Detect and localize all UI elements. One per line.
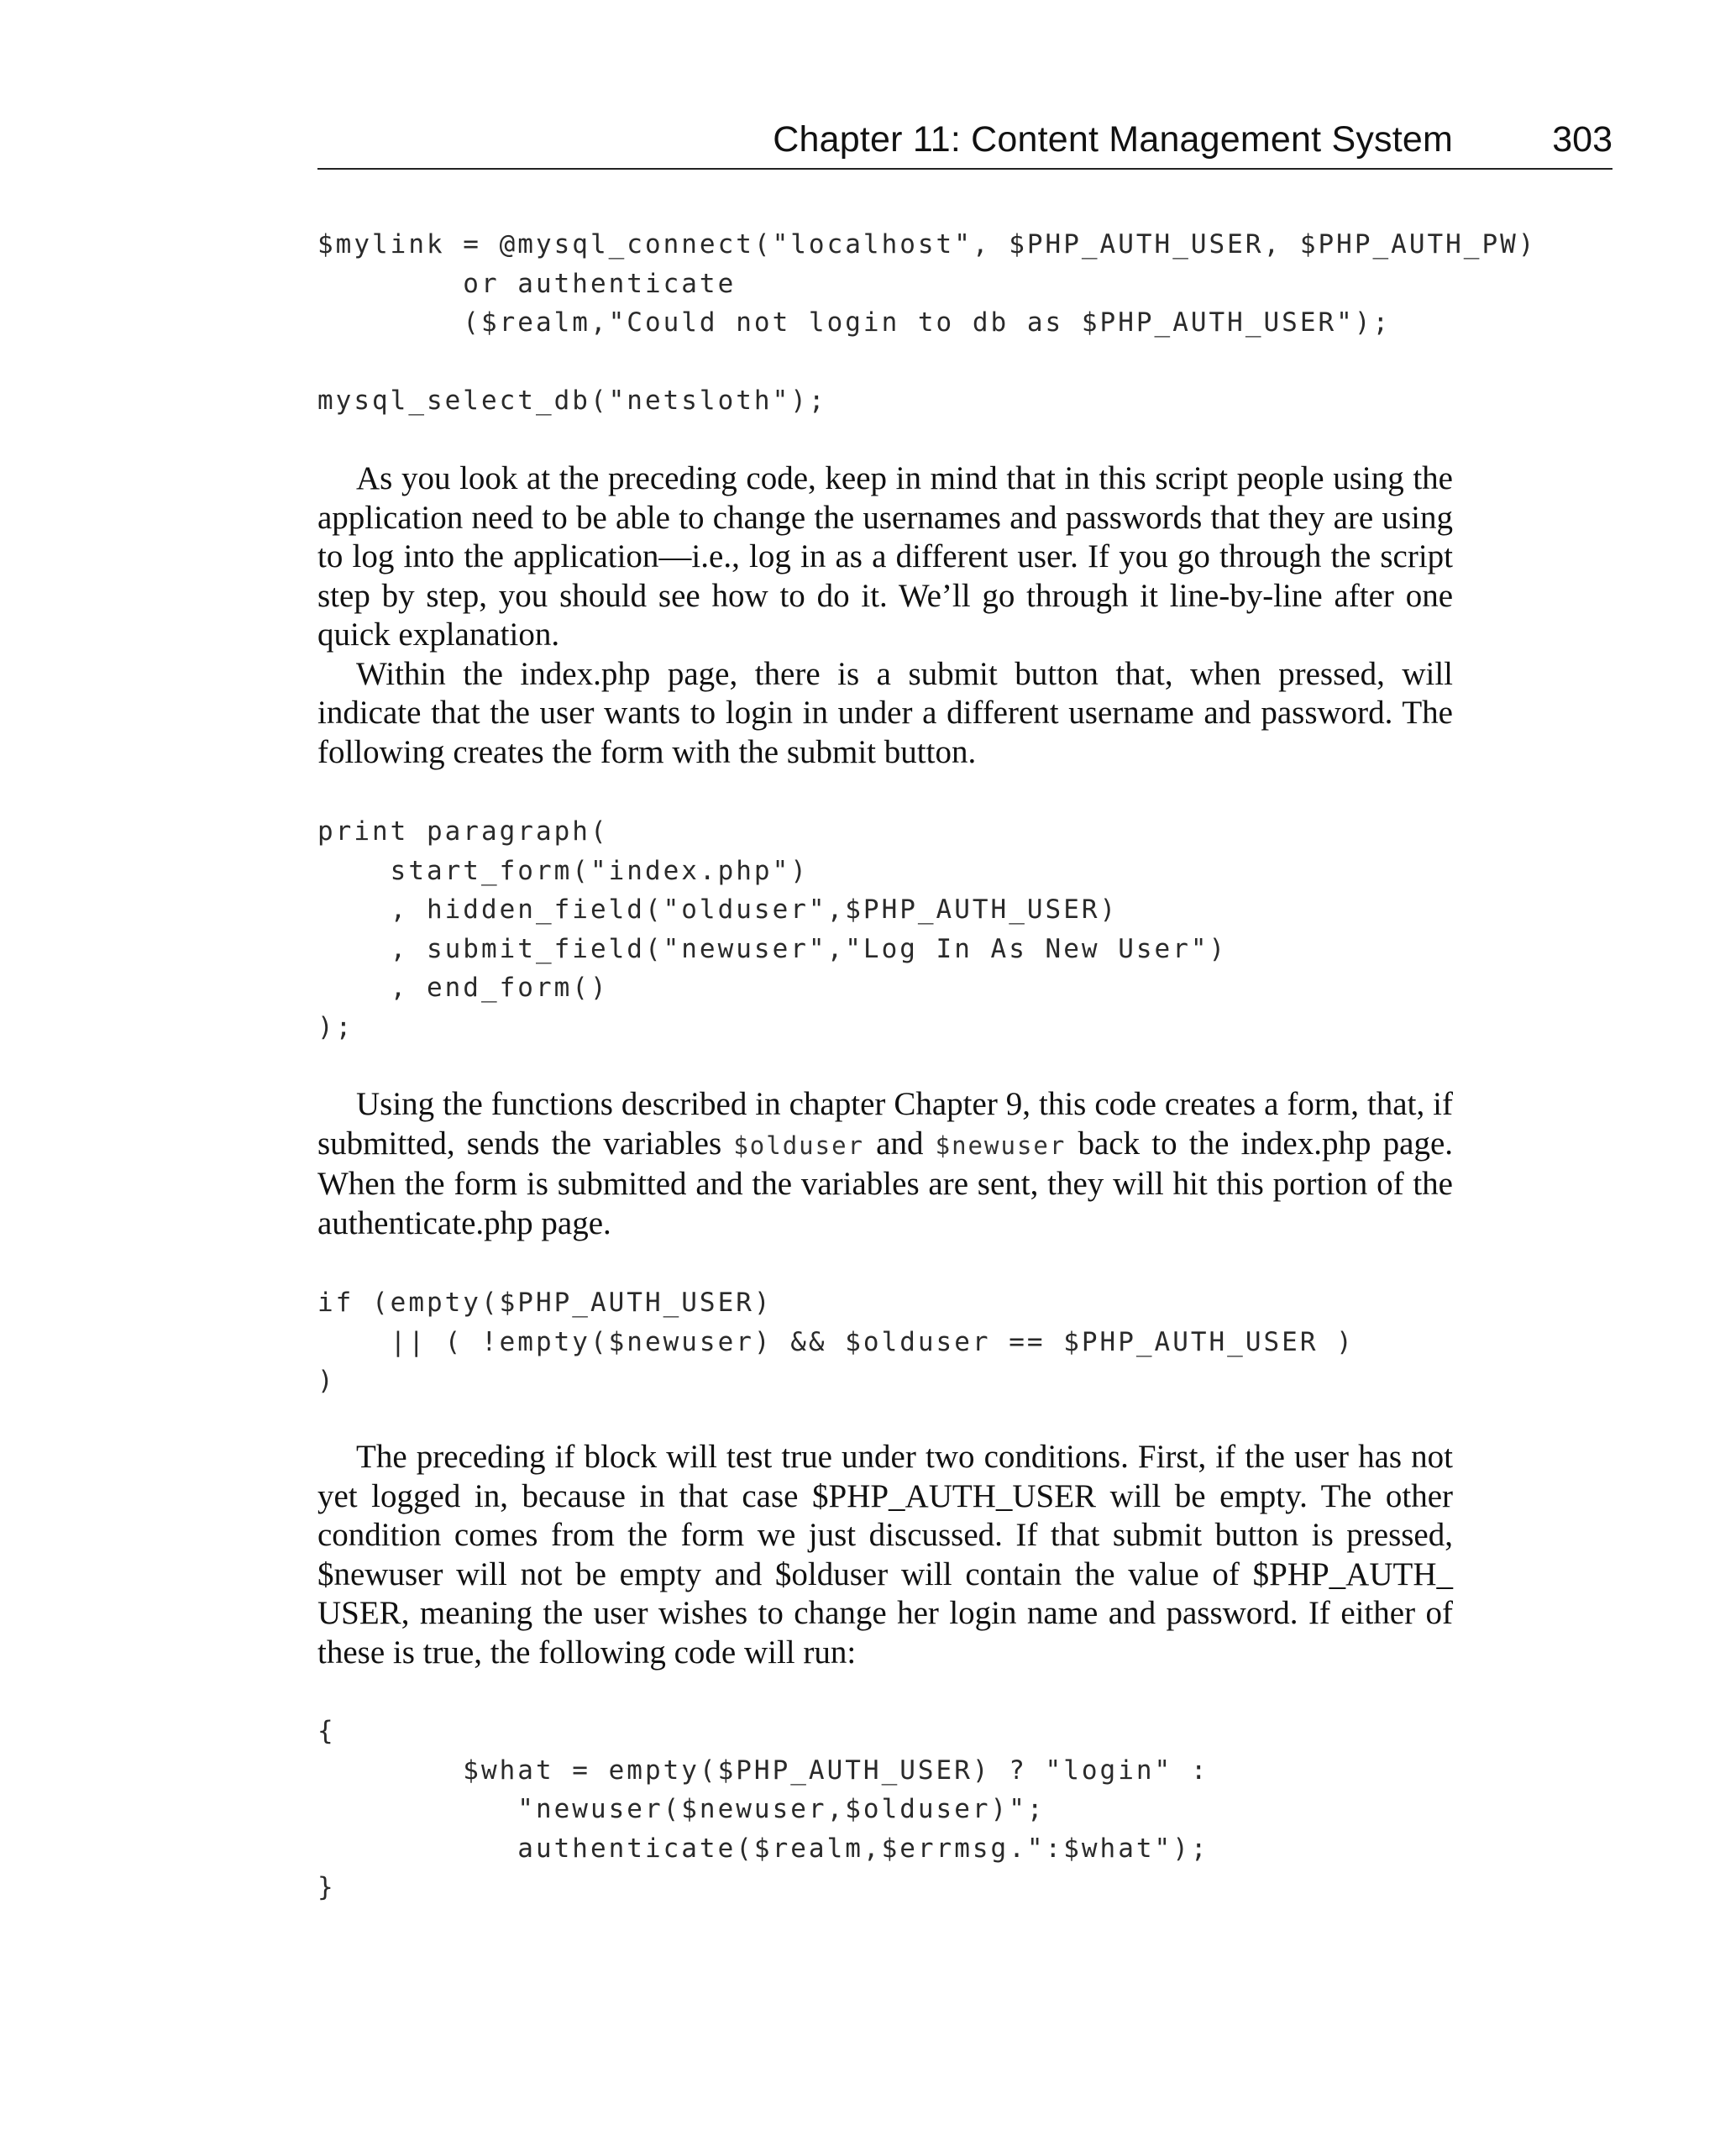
inline-code-olduser: $olduser <box>733 1130 864 1160</box>
body-text-3 <box>317 1438 1453 1672</box>
inline-code-newuser: $newuser <box>935 1130 1067 1160</box>
body-text-2 <box>317 1085 1453 1243</box>
paragraph-index-submit: Within the index.php page, there is a submit button that, when pressed, will indicate that the user wants to login in under a different username and password. The following creates the form with the submit button. <box>317 655 1453 770</box>
body-text-1 <box>317 459 1453 772</box>
paragraph-functions-chapter-9 <box>317 1085 1453 1243</box>
page-number: 303 <box>1552 119 1612 160</box>
code-listing-if-block: if (empty($PHP_AUTH_USER) || ( !empty($newuser) && $olduser == $PHP_AUTH_USER ) ) <box>317 1288 1355 1396</box>
paragraph-text-c: back to the index.php page. When the form is submitted and the variables are sent, they will hit this portion of the authenticate.php page. <box>317 1125 1454 1241</box>
running-header <box>317 116 1612 170</box>
paragraph-text-b: and <box>864 1125 936 1162</box>
paragraph-text-a: Using the functions described in chapter Chapter 9, this code creates a form, that, if submitted, sends the variables <box>317 1086 1453 1162</box>
paragraph-if-block-conditions: The preceding if block will test true under two conditions. First, if the user has not yet logged in, because in that case $PHP_AUTH_USER will be empty. The other condition comes from the form we just discussed. If that submit button is pressed, $newuser will not be empty and $olduser will contain the value of $PHP_AUTH_​USER, meaning the user wishes to change her login name and password. If either of these is true, the following code will run: <box>317 1439 1453 1671</box>
paragraph-preceding-code: As you look at the preceding code, keep in mind that in this script people using the application need to be able to change the usernames and passwords that they are using to log into the application—i.e., log in as a different user. If you go through the script step by step, you should see how to do it. We’ll go through it line-by-line after one quick explanation. <box>317 460 1453 653</box>
code-listing-print-form: print paragraph( start_form("index.php") , hidden_field("olduser",$PHP_AUTH_USER) , submit_field("newuser","Log In As New User") , end_form() ); <box>317 816 1228 1042</box>
code-listing-mysql-connect: $mylink = @mysql_connect("localhost", $PHP_AUTH_USER, $PHP_AUTH_PW) or authenticate ($realm,"Could not login to db as $PHP_AUTH_USER"); mysql_select_db("netsloth"); <box>317 229 1537 416</box>
chapter-title: Chapter 11: Content Management System <box>773 119 1453 160</box>
code-listing-authenticate-call: { $what = empty($PHP_AUTH_USER) ? "login" : "newuser($newuser,$olduser)"; authenticate($realm,$errmsg.":$what"); } <box>317 1716 1209 1902</box>
